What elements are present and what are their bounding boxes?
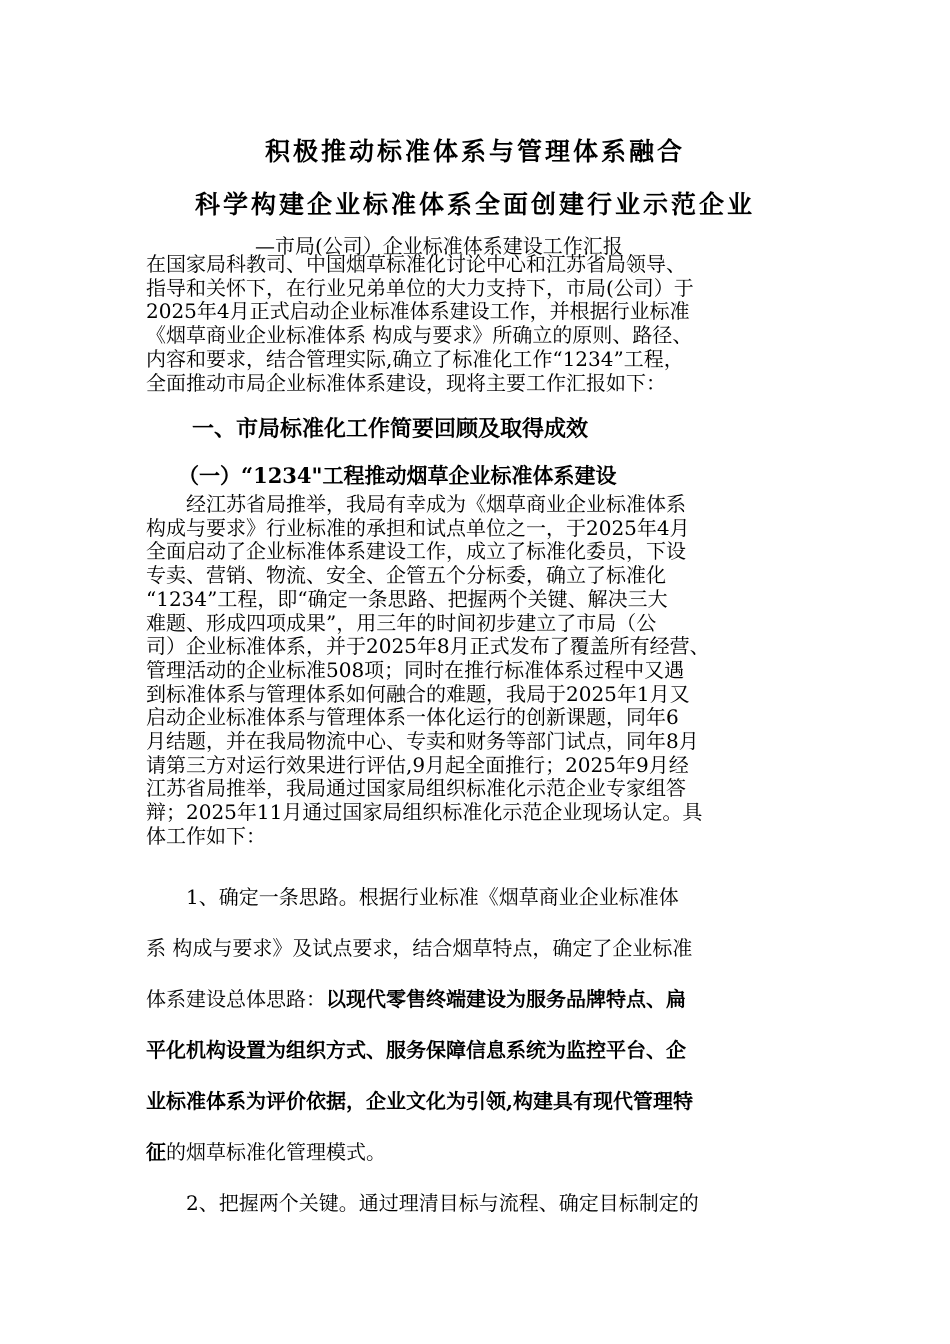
paragraph-line: 辩；2025年11月通过国家局组织标准化示范企业现场认定。具 <box>146 800 703 825</box>
plain-text: 的烟草标准化管理模式。 <box>166 1140 386 1164</box>
paragraph-line: 司）企业标准体系，并于2025年8月正式发布了覆盖所有经营、 <box>146 634 710 659</box>
item-two-paragraph <box>146 1178 812 1229</box>
intro-line: 在国家局科教司、中国烟草标准化讨论中心和江苏省局领导、 <box>146 252 686 276</box>
plain-text: 体系建设总体思路： <box>146 987 326 1011</box>
item-line: 2、把握两个关键。通过理清目标与流程、确定目标制定的 <box>146 1191 699 1215</box>
paragraph-line: 管理活动的企业标准508项；同时在推行标准体系过程中又遇 <box>146 657 685 682</box>
item-line: 系 构成与要求》及试点要求，结合烟草特点，确定了企业标准 <box>146 936 693 960</box>
bold-text: 业标准体系为评价依据，企业文化为引领,构建具有现代管理特 <box>146 1089 693 1113</box>
intro-line: 指导和关怀下，在行业兄弟单位的大力支持下，市局(公司）于 <box>146 275 694 300</box>
paragraph-line: 月结题，并在我局物流中心、专卖和财务等部门试点，同年8月 <box>146 729 699 754</box>
item-line <box>146 1076 812 1127</box>
document-title-line1: 积极推动标准体系与管理体系融合 <box>264 137 685 166</box>
intro-line: 全面推动市局企业标准体系建设，现将主要工作汇报如下： <box>146 370 666 395</box>
item-line <box>146 1025 812 1076</box>
subsection-heading: （一）“1234"工程推动烟草企业标准体系建设 <box>178 463 617 488</box>
paragraph-line: 启动企业标准体系与管理体系一体化运行的创新课题，同年6 <box>146 705 679 730</box>
document-title-line2: 科学构建企业标准体系全面创建行业示范企业 <box>194 190 755 219</box>
intro-line: 2025年4月正式启动企业标准体系建设工作，并根据行业标准 <box>146 299 690 324</box>
item-line <box>146 1127 812 1178</box>
paragraph-line: 专卖、营销、物流、安全、企管五个分标委，确立了标准化 <box>146 563 666 588</box>
paragraph-line: 全面启动了企业标准体系建设工作，成立了标准化委员，下设 <box>146 539 686 564</box>
paragraph-line: 构成与要求》行业标准的承担和试点单位之一，于2025年4月 <box>146 515 690 540</box>
bold-text: 征 <box>146 1140 166 1164</box>
document-subtitle: —市局(公司）企业标准体系建设工作汇报 <box>255 234 623 258</box>
body-paragraph <box>146 493 812 849</box>
paragraph-line: 经江苏省局推举，我局有幸成为《烟草商业企业标准体系 <box>146 492 686 516</box>
paragraph-line: “1234”工程，即“确定一条思路、把握两个关键、解决三大 <box>146 586 668 611</box>
paragraph-line: 体工作如下： <box>146 823 266 848</box>
paragraph-line: 到标准体系与管理体系如何融合的难题，我局于2025年1月又 <box>146 681 690 706</box>
intro-paragraph <box>146 253 812 395</box>
section-heading: 一、市局标准化工作简要回顾及取得成效 <box>192 416 589 442</box>
item-line: 1、确定一条思路。根据行业标准《烟草商业企业标准体 <box>146 885 679 909</box>
intro-line: 《烟草商业企业标准体系 构成与要求》所确立的原则、路径、 <box>146 323 693 348</box>
paragraph-line: 江苏省局推举，我局通过国家局组织标准化示范企业专家组答 <box>146 776 686 801</box>
item-line <box>146 974 812 1025</box>
intro-line: 内容和要求，结合管理实际,确立了标准化工作“1234”工程， <box>146 346 684 371</box>
item-one-paragraph <box>146 872 812 1178</box>
paragraph-line: 请第三方对运行效果进行评估,9月起全面推行；2025年9月经 <box>146 752 689 777</box>
paragraph-line: 难题、形成四项成果”，用三年的时间初步建立了市局（公 <box>146 610 657 635</box>
bold-text: 平化机构设置为组织方式、服务保障信息系统为监控平台、企 <box>146 1038 686 1062</box>
bold-text: 以现代零售终端建设为服务品牌特点、扁 <box>326 987 686 1011</box>
